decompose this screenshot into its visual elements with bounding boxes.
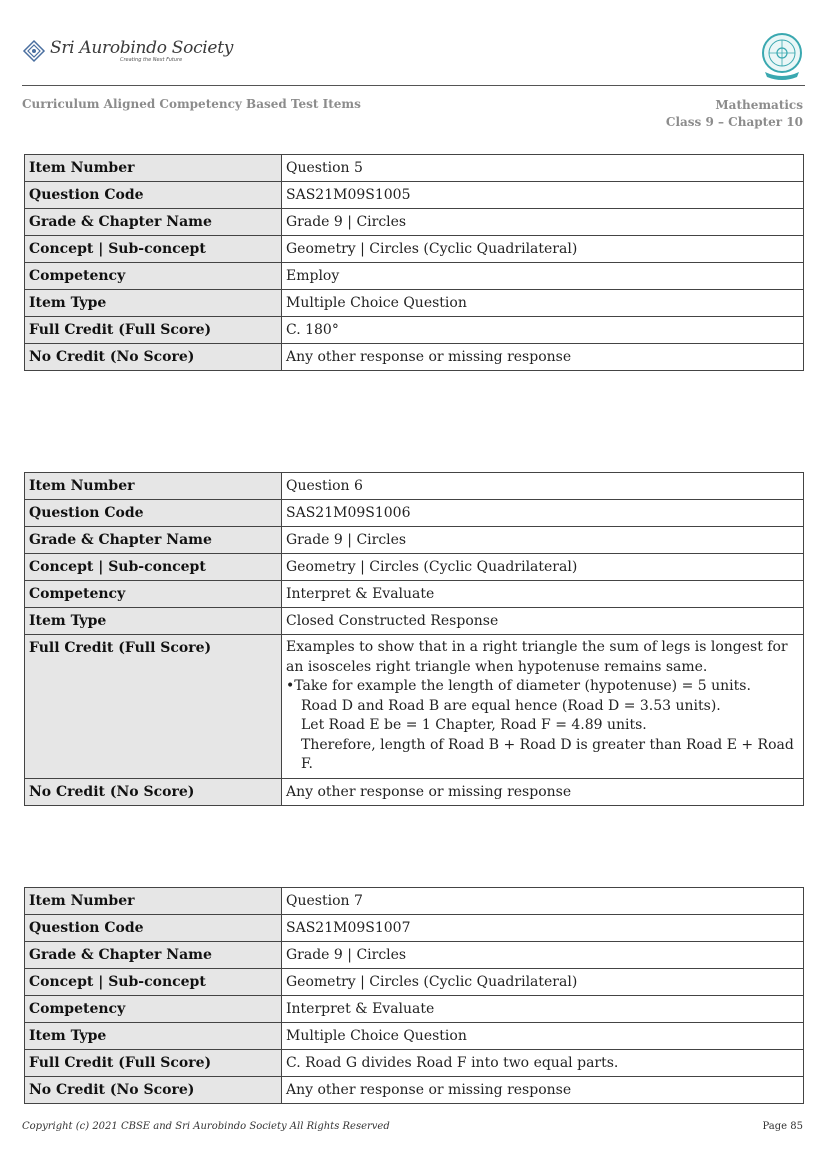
row-value: SAS21M09S1006 (282, 500, 804, 527)
row-value: SAS21M09S1007 (282, 915, 804, 942)
table-row (25, 527, 804, 554)
subject-info (666, 97, 803, 131)
row-label: Grade & Chapter Name (25, 942, 282, 969)
row-label: Item Number (25, 155, 282, 182)
row-value: SAS21M09S1005 (282, 182, 804, 209)
row-label: Question Code (25, 915, 282, 942)
table-row (25, 969, 804, 996)
row-label: Competency (25, 263, 282, 290)
table-row (25, 263, 804, 290)
answer-line: Therefore, length of Road B + Road D is greater than Road E + Road F. (301, 736, 794, 772)
row-label: No Credit (No Score) (25, 778, 282, 805)
row-value: Grade 9 | Circles (282, 209, 804, 236)
row-value: Any other response or missing response (282, 778, 804, 805)
row-label: No Credit (No Score) (25, 344, 282, 371)
bullet-icon: • (286, 678, 295, 694)
table-row (25, 635, 804, 779)
row-value: Multiple Choice Question (282, 290, 804, 317)
row-value: C. 180° (282, 317, 804, 344)
row-label: Competency (25, 996, 282, 1023)
table-row (25, 155, 804, 182)
row-value: Any other response or missing response (282, 344, 804, 371)
row-label: Item Type (25, 608, 282, 635)
table-row (25, 778, 804, 805)
table-row (25, 182, 804, 209)
row-value: Grade 9 | Circles (282, 527, 804, 554)
table-row (25, 1050, 804, 1077)
row-value: Question 7 (282, 888, 804, 915)
cbse-seal-icon (759, 32, 805, 82)
answer-bullet-line (286, 677, 799, 697)
row-label: Concept | Sub-concept (25, 969, 282, 996)
row-label: Concept | Sub-concept (25, 236, 282, 263)
row-label: Question Code (25, 182, 282, 209)
row-label: Grade & Chapter Name (25, 527, 282, 554)
table-row (25, 942, 804, 969)
row-value: Grade 9 | Circles (282, 942, 804, 969)
table-row (25, 500, 804, 527)
table-row (25, 473, 804, 500)
class-chapter-label: Class 9 – Chapter 10 (665, 115, 803, 129)
row-value: C. Road G divides Road F into two equal parts. (282, 1050, 804, 1077)
row-value: Employ (282, 263, 804, 290)
table-row (25, 290, 804, 317)
brand-tagline: Creating the Next Future (120, 56, 183, 63)
table-row (25, 996, 804, 1023)
table-row (25, 344, 804, 371)
row-value: Geometry | Circles (Cyclic Quadrilateral) (282, 969, 804, 996)
row-label: No Credit (No Score) (25, 1077, 282, 1104)
answer-line: Let Road E be = 1 Chapter, Road F = 4.89 units. (301, 717, 647, 733)
row-value: Interpret & Evaluate (282, 996, 804, 1023)
table-row (25, 581, 804, 608)
row-value: Question 5 (282, 155, 804, 182)
row-value: Geometry | Circles (Cyclic Quadrilateral) (282, 554, 804, 581)
row-label: Full Credit (Full Score) (25, 635, 282, 779)
table-row (25, 554, 804, 581)
table-row (25, 1023, 804, 1050)
table-row (25, 317, 804, 344)
item-table-question-7 (24, 887, 804, 1104)
table-row (25, 915, 804, 942)
row-value: Interpret & Evaluate (282, 581, 804, 608)
row-label: Full Credit (Full Score) (25, 1050, 282, 1077)
row-value: Multiple Choice Question (282, 1023, 804, 1050)
row-value: Geometry | Circles (Cyclic Quadrilateral) (282, 236, 804, 263)
answer-intro: Examples to show that in a right triangle the sum of legs is longest for an isosceles right triangle when hypotenuse remains same. (286, 639, 788, 675)
row-label: Question Code (25, 500, 282, 527)
answer-line: Road D and Road B are equal hence (Road D = 3.53 units). (301, 697, 721, 714)
row-label: Item Type (25, 1023, 282, 1050)
copyright-text: Copyright (c) 2021 CBSE and Sri Aurobindo Society All Rights Reserved (22, 1121, 390, 1132)
answer-line: Take for example the length of diameter (hypotenuse) = 5 units. (294, 678, 751, 694)
full-credit-answer (282, 635, 804, 779)
header-divider (22, 85, 805, 86)
row-label: Item Number (25, 888, 282, 915)
subject-label: Mathematics (715, 98, 803, 112)
table-row (25, 888, 804, 915)
row-label: Grade & Chapter Name (25, 209, 282, 236)
row-value: Question 6 (282, 473, 804, 500)
row-value: Any other response or missing response (282, 1077, 804, 1104)
sas-emblem-icon (22, 39, 46, 63)
table-row (25, 236, 804, 263)
row-label: Item Number (25, 473, 282, 500)
page-number: Page 85 (762, 1121, 803, 1132)
row-value: Closed Constructed Response (282, 608, 804, 635)
table-row (25, 209, 804, 236)
row-label: Full Credit (Full Score) (25, 317, 282, 344)
item-table-question-5 (24, 154, 804, 371)
document-title: Curriculum Aligned Competency Based Test Items (22, 97, 361, 111)
table-row (25, 608, 804, 635)
row-label: Competency (25, 581, 282, 608)
row-label: Concept | Sub-concept (25, 554, 282, 581)
item-table-question-6 (24, 472, 804, 806)
sas-logo (22, 36, 233, 66)
table-row (25, 1077, 804, 1104)
row-label: Item Type (25, 290, 282, 317)
brand-name: Sri Aurobindo Society (50, 37, 234, 58)
